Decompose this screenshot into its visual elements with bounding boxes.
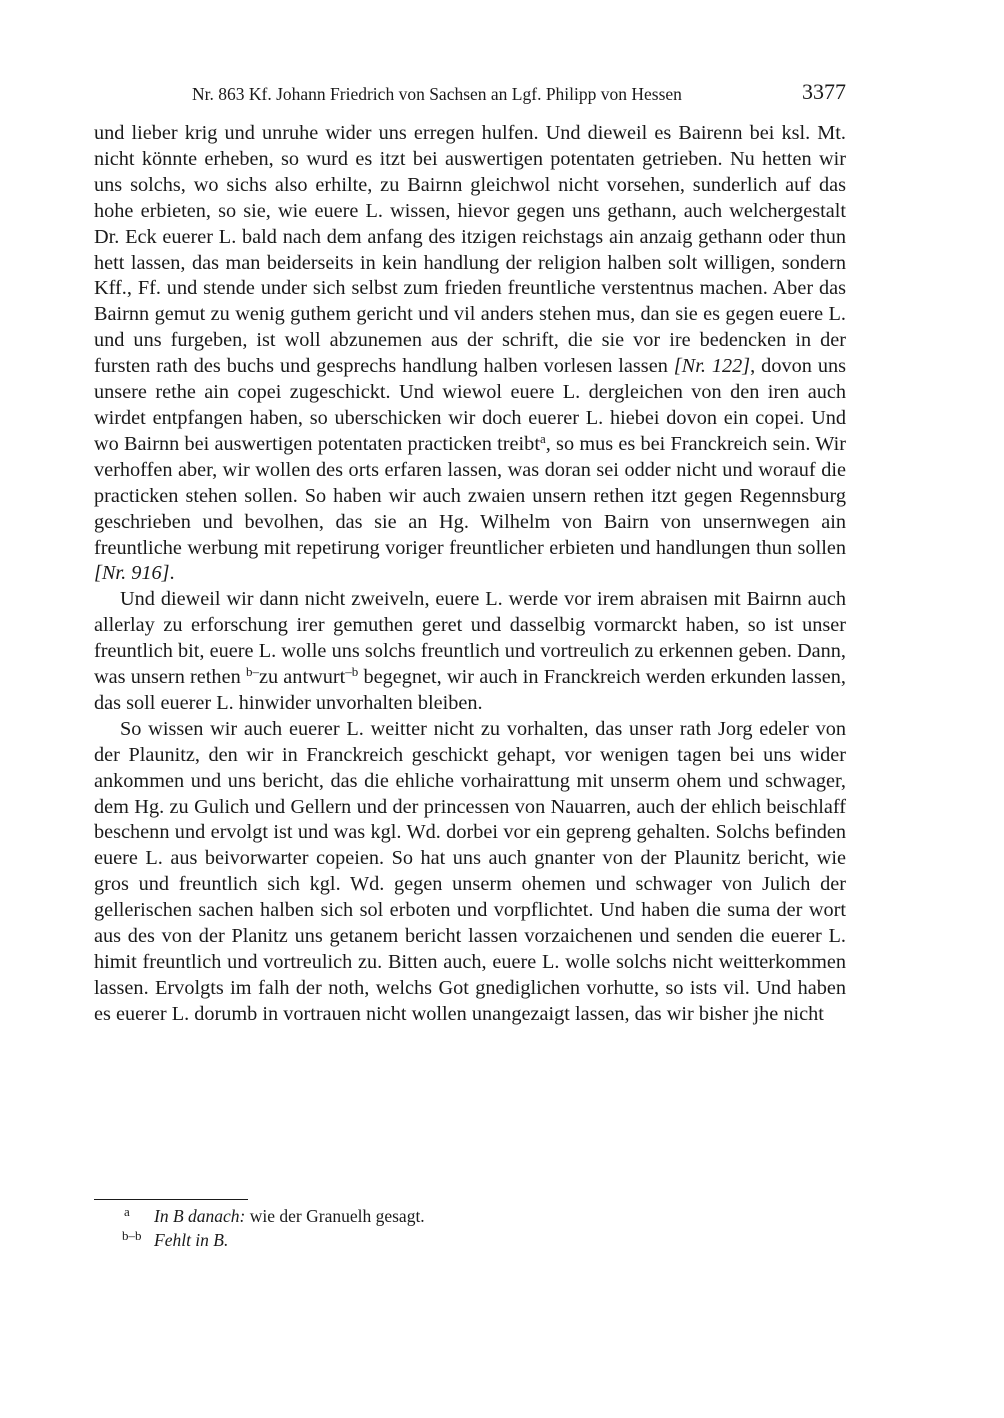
footnote-b-label: Fehlt in B.	[154, 1230, 229, 1250]
footnote-b-mark: b–b	[122, 1228, 142, 1243]
footnotes	[94, 1204, 846, 1252]
footnote-a-label: In B danach:	[154, 1206, 246, 1226]
footnote-a-text: wie der Granuelh gesagt.	[245, 1206, 425, 1226]
text-run: , dovon uns unsere rethe ain copei zugeschickt. Und wiewol euere L. dergleichen von den iren auch wirdet entpfangen haben, so uberschicken wir doch euerer L. hiebei dovon ein copei. Und wo Bairnn bei auswertigen potentaten practicken treibt	[94, 355, 846, 455]
text-run: und lieber krig und unruhe wider uns erregen hulfen. Und dieweil es Bairenn bei ksl. Mt. nicht könnte erheben, so wurd es itzt bei auswertigen potentaten getrieben. Nu hetten wir uns solchs, wo sichs also erhilte, zu Bairnn gleichwol nicht vorsehen, sunderlich auf das hohe erbieten, so sie, wie euere L. wissen, hievor gegen uns gethann, auch welchergestalt Dr. Eck euerer L. bald nach dem anfang des itzigen reichstags ain anzaig gethann oder thun hett lassen, das man beiderseits in kein handlung der religion halben solt willigen, sondern Kff., Ff. und stende under sich selbst zum frieden freuntliche verstentnus machen. Aber das Bairnn gemut zu wenig guthem gericht und vil anders stehen mus, dan sie es gegen euere L. und uns furgeben, ist woll abzunemen aus der schrift, die sie vor ire bedencken in der fursten rath des buchs und gesprechs handlung halben vorlesen lassen	[94, 122, 846, 378]
footnote-marker-a: a	[539, 430, 546, 446]
text-run: Und dieweil wir dann nicht zweiveln, euere L. werde vor irem abraisen mit Bairnn auch allerlay zu erforschung irer gemuthen geret und dasselbig vormarckt haben, so ist unser freuntlich bit, euere L. wolle uns solchs freuntlich und vortreulich zu erkennen geben. Dann, was unsern rethen	[94, 588, 846, 689]
footnote-marker-b-open: b–	[245, 664, 259, 680]
text-run: , so mus es bei Franckreich sein. Wir verhoffen aber, wir wollen des orts erfaren lassen, was doran sei odder nicht und worauf die practicken stehen sollen. So haben wir auch zwaien unsern rethen itzt gegen Regennsburg geschrieben und bevolhen, das sie an Hg. Wilhelm von Bairn von unsernwegen ain freuntliche werbung mit repetirung voriger freuntlicher erbieten und handlungen thun sollen	[94, 432, 846, 559]
running-header	[94, 78, 846, 110]
page-number: 3377	[802, 79, 846, 104]
body-text	[94, 121, 846, 1028]
footnote-b	[94, 1228, 846, 1252]
text-run: zu antwurt	[258, 666, 346, 689]
paragraph-3	[94, 717, 846, 1028]
header-title: Nr. 863 Kf. Johann Friedrich von Sachsen an Lgf. Philipp von Hessen	[192, 84, 682, 104]
footnote-a	[94, 1204, 846, 1228]
text-run: .	[169, 562, 175, 585]
cross-reference-nr-916: [Nr. 916]	[94, 562, 170, 585]
footnote-rule	[94, 1199, 248, 1200]
text-run: begegnet, wir auch in Franckreich werden erkunden lassen, das soll euerer L. hinwider unvorhalten bleiben.	[94, 666, 847, 714]
footnote-a-mark: a	[124, 1204, 130, 1219]
cross-reference-nr-122: [Nr. 122]	[673, 355, 751, 378]
paragraph-1	[94, 121, 846, 587]
footnote-marker-b-close: –b	[345, 664, 359, 680]
paragraph-2	[94, 587, 846, 717]
text-run: So wissen wir auch euerer L. weitter nicht zu vorhalten, das unser rath Jorg edeler von der Plaunitz, den wir in Franckreich geschickt gehapt, vor wenigen tagen bei uns wider ankommen und uns bericht, das die ehliche vorhairattung mit unserm ohem und schwager, dem Hg. zu Gulich und Gellern und der princessen von Nauarren, auch der ehlich beischlaff beschenn und ervolgt ist und was kgl. Wd. dorbei vor ein gepreng gehalten. Solchs befinden euere L. aus beivorwarter copeien. So hat uns auch gnanter von der Plaunitz bericht, wie gros und freuntlich sich kgl. Wd. gegen unserm ohemen und schwager von Julich der gellerischen sachen halben sich sol erboten und vorpflichtet. Und haben die suma der wort aus des von der Planitz uns getanem bericht lassen vorzaichenen und senden die euerer L. himit freuntlich und vortreulich zu. Bitten auch, euere L. wolle solchs nicht weitterkommen lassen. Ervolgts im falh der noth, welchs Got gnediglichen vorhutte, so ists vil. Und haben es euerer L. dorumb in vortrauen nicht wollen unangezaigt lassen, das wir bisher jhe nicht	[94, 717, 846, 1025]
